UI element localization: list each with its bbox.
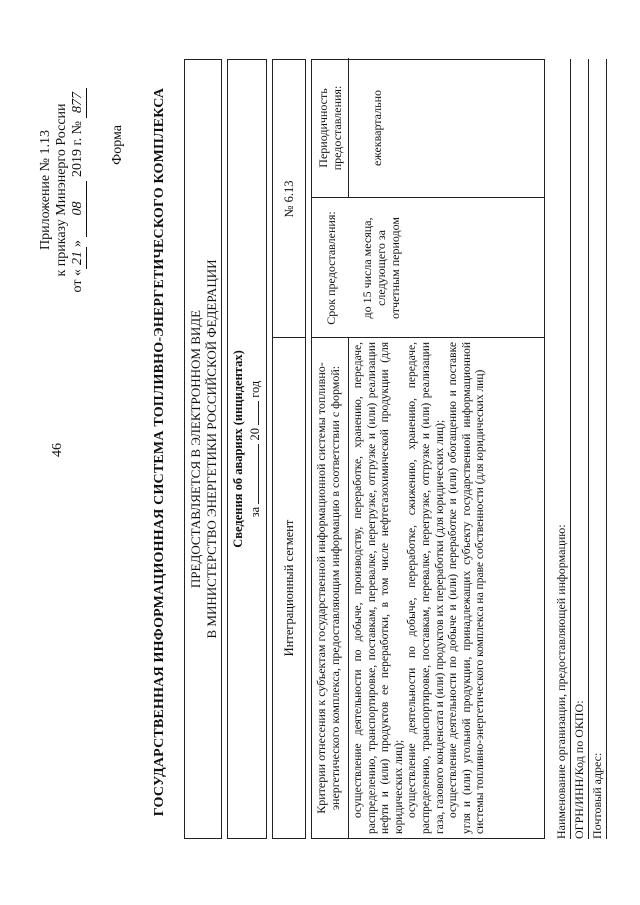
- period-blank-2: [258, 401, 259, 425]
- date-month: 08: [70, 181, 87, 237]
- criterion-oil: осуществление деятельности по добыче, производству, переработке, хранению, передаче, распределению, транспортировке, поставкам, перевалке, перегрузке, отгрузке и (или) реализации нефти и (или) продуктов ее переработки, в том числе нефтегазохимической продукции (для юридических лиц);: [352, 342, 405, 834]
- ogrn-label: ОГРН/ИНН/Код по ОКПО:: [572, 700, 586, 839]
- appendix-date-line: [70, 60, 87, 320]
- criterion-gas: осуществление деятельности по добыче, переработке, сжижению, хранению, передаче, распределению, транспортировке, поставкам, перевалке, перегрузке, отгрузке и (или) реализации газа, газового конденсата и (или) продуктов их переработки (для юридических лиц);: [406, 342, 446, 834]
- header-divider: [348, 338, 349, 838]
- segment-box: [272, 59, 306, 839]
- header-criteria: Критерии отнесения к субъектам государственной информационной системы топливно-энергетического комплекса, предоставляющим информацию в соответствии с формой:: [314, 362, 342, 814]
- appendix-title: Приложение № 1.13: [38, 130, 53, 250]
- header-period: Периодичность предоставления:: [316, 85, 344, 171]
- main-title: ГОСУДАРСТВЕННАЯ ИНФОРМАЦИОННАЯ СИСТЕМА ТОПЛИВНО-ЭНЕРГЕТИЧЕСКОГО КОМПЛЕКСА: [152, 87, 167, 817]
- address-label: Почтовый адрес:: [590, 752, 604, 839]
- criteria-table: [311, 59, 545, 839]
- header-deadline: Срок предоставления:: [324, 211, 338, 325]
- order-number: 877: [70, 88, 87, 118]
- period-suffix: год: [248, 380, 262, 398]
- submission-box: [184, 59, 222, 839]
- page-number: 46: [50, 443, 65, 457]
- period-blank-1: [258, 444, 259, 504]
- segment-label: Интеграционный сегмент: [282, 519, 296, 657]
- ogrn-line: [588, 59, 589, 839]
- report-title-box: [227, 59, 267, 839]
- criterion-coal: осуществление деятельности по добыче и (или) переработке и (или) обогащению и поставке угля и (или) угольной продукции, принадлежащих субъекту государственной информационной системы топливно-энергетического комплекса на праве собственности (для юридических лиц): [447, 342, 487, 834]
- appendix-block: [38, 60, 87, 320]
- date-year: 2019 г. №: [70, 121, 85, 178]
- period-value: ежеквартально: [370, 90, 384, 166]
- address-line: [606, 59, 607, 839]
- period-prefix: за: [248, 506, 262, 518]
- header-divider-right: [348, 58, 349, 198]
- segment-code: № 6.13: [282, 180, 296, 218]
- submission-line-1: ПРЕДОСТАВЛЯЕТСЯ В ЭЛЕКТРОННОМ ВИДЕ: [188, 309, 203, 589]
- criteria-list: [352, 342, 488, 834]
- form-label: Форма: [110, 125, 125, 165]
- report-period: [248, 60, 263, 838]
- date-prefix: от «: [70, 269, 85, 293]
- appendix-order: к приказу Минэнерго России: [54, 103, 69, 277]
- period-mid: 20: [248, 428, 262, 441]
- report-title: Сведения об авариях (инцидентах): [231, 350, 245, 548]
- org-name-line: [570, 59, 571, 839]
- submission-line-2: В МИНИСТЕРСТВО ЭНЕРГЕТИКИ РОССИЙСКОЙ ФЕДЕРАЦИИ: [204, 259, 219, 639]
- org-name-label: Наименование организации, предоставляющей информацию:: [554, 524, 568, 839]
- col-divider-1: [312, 337, 544, 338]
- deadline-value: до 15 числа месяца, следующего за отчетным периодом: [360, 216, 402, 320]
- date-mid: »: [70, 240, 85, 248]
- col-divider-2: [312, 197, 544, 198]
- date-day: 21: [70, 247, 87, 269]
